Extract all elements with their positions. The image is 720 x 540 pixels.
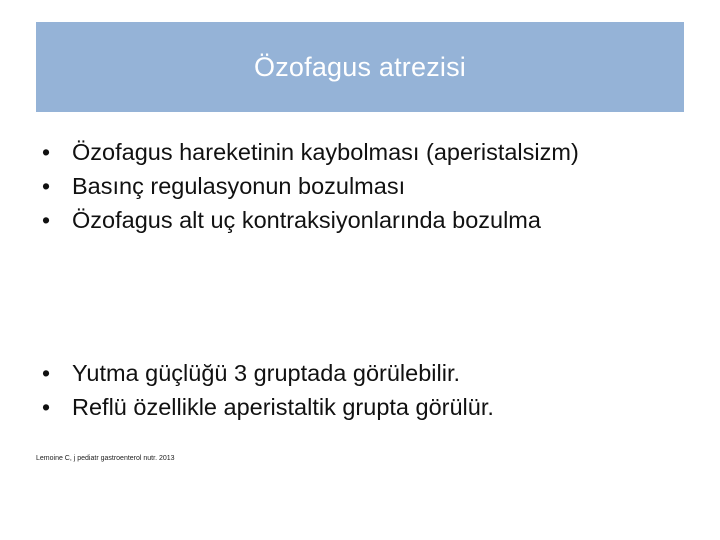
bullet-list-primary — [36, 135, 684, 237]
bullet-item — [36, 203, 684, 237]
slide-title: Özofagus atrezisi — [254, 51, 466, 82]
bullet-item — [36, 356, 684, 390]
bullet-text: Yutma güçlüğü 3 gruptada görülebilir. — [72, 360, 461, 386]
bullet-text: Basınç regulasyonun bozulması — [72, 173, 406, 199]
bullet-item — [36, 169, 684, 203]
citation-reference: Lemoine C, j pediatr gastroenterol nutr. 2013 — [36, 455, 175, 462]
bullet-text: Özofagus hareketinin kaybolması (aperistalsizm) — [72, 139, 579, 165]
bullet-marker: • — [42, 207, 51, 233]
bullet-marker: • — [42, 139, 51, 165]
title-banner — [36, 22, 684, 112]
bullet-marker: • — [42, 394, 51, 420]
bullet-marker: • — [42, 173, 51, 199]
bullet-item — [36, 390, 684, 424]
bullet-item — [36, 135, 684, 169]
bullet-list-secondary — [36, 356, 684, 424]
bullet-text: Özofagus alt uç kontraksiyonlarında bozulma — [72, 207, 541, 233]
bullet-text: Reflü özellikle aperistaltik grupta görülür. — [72, 394, 494, 420]
bullet-marker: • — [42, 360, 51, 386]
